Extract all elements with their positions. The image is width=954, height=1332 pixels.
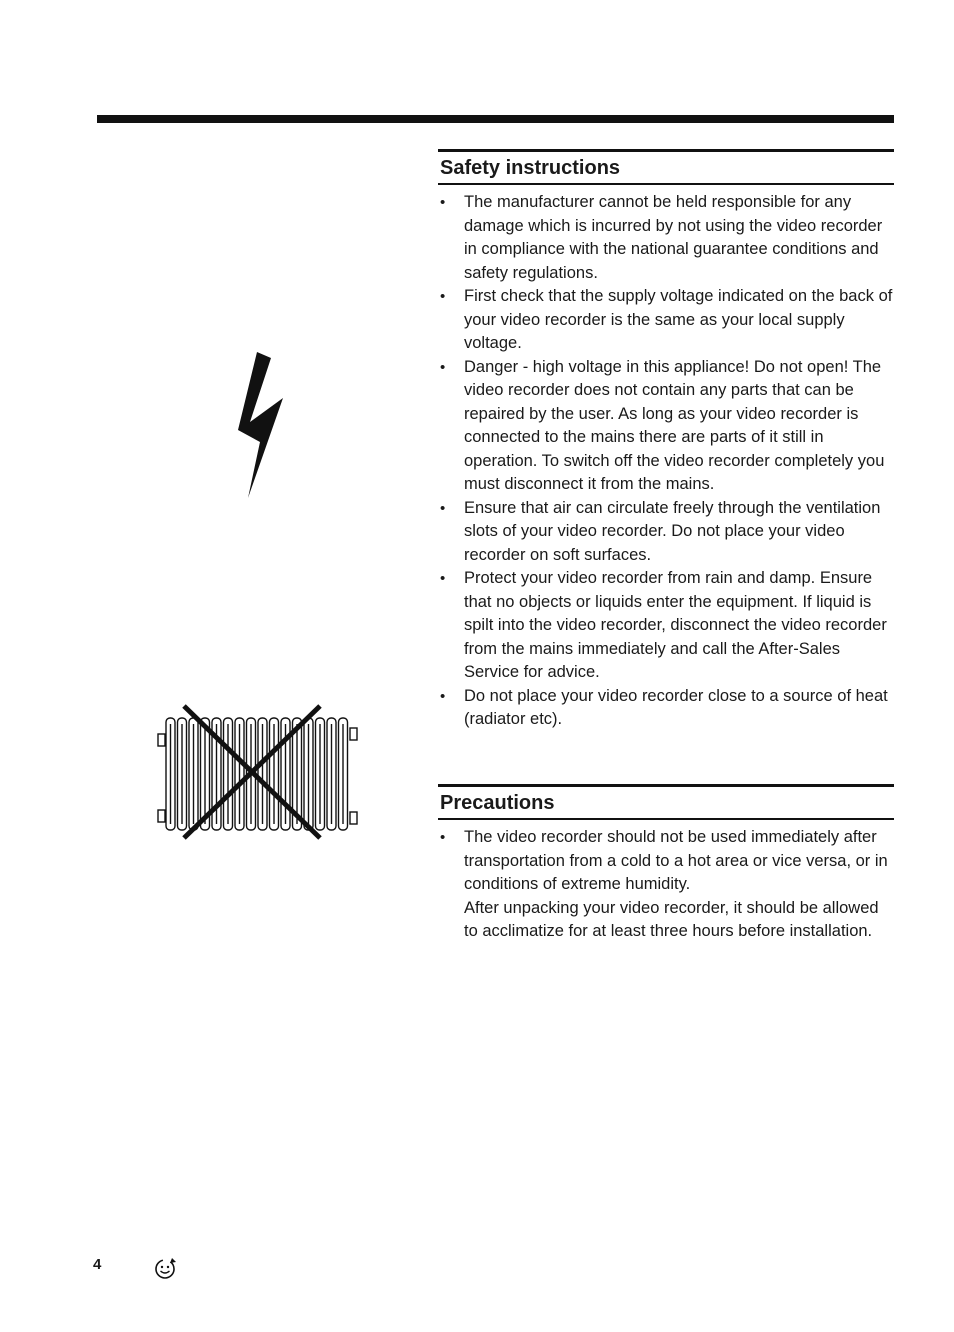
- crossed-radiator-icon: [152, 700, 364, 845]
- page-number: 4: [93, 1256, 102, 1273]
- lightning-bolt-icon: [230, 350, 290, 505]
- bullet-list: [438, 191, 894, 732]
- list-item: • First check that the supply voltage indicated on the back of your video recorder is the same as your local supply voltage.: [438, 285, 894, 356]
- list-item: [438, 826, 894, 944]
- safety-instructions-section: [438, 149, 894, 732]
- section-header: [438, 784, 894, 820]
- top-rule: [97, 115, 894, 123]
- list-item-text: The video recorder should not be used immediately after transportation from a cold to a hot area or vice versa, or in conditions of extreme humidity.: [464, 828, 888, 893]
- bullet-list: [438, 826, 894, 944]
- precautions-section: [438, 784, 894, 944]
- list-item: • Do not place your video recorder close to a source of heat (radiator etc).: [438, 685, 894, 732]
- section-title: Precautions: [440, 792, 555, 814]
- section-title: Safety instructions: [440, 157, 621, 179]
- list-item: • Protect your video recorder from rain and damp. Ensure that no objects or liquids enter the equipment. If liquid is spilt into the video recorder, disconnect the video recorder from the mains immediately and call the After-Sales Service for advice.: [438, 567, 894, 685]
- list-item: • Danger - high voltage in this appliance! Do not open! The video recorder does not contain any parts that can be repaired by the user. As long as your video recorder is connected to the mains there are parts of it still in operation. To switch off the video recorder completely you must disconnect it from the mains.: [438, 356, 894, 497]
- section-header: [438, 149, 894, 185]
- recycle-smiley-icon: [150, 1254, 180, 1284]
- list-item-continuation: After unpacking your video recorder, it should be allowed to acclimatize for at least three hours before installation.: [464, 898, 879, 940]
- list-item: • The manufacturer cannot be held responsible for any damage which is incurred by not using the video recorder in compliance with the national guarantee conditions and safety regulations.: [438, 191, 894, 285]
- list-item: • Ensure that air can circulate freely through the ventilation slots of your video recorder. Do not place your video recorder on soft surfaces.: [438, 497, 894, 568]
